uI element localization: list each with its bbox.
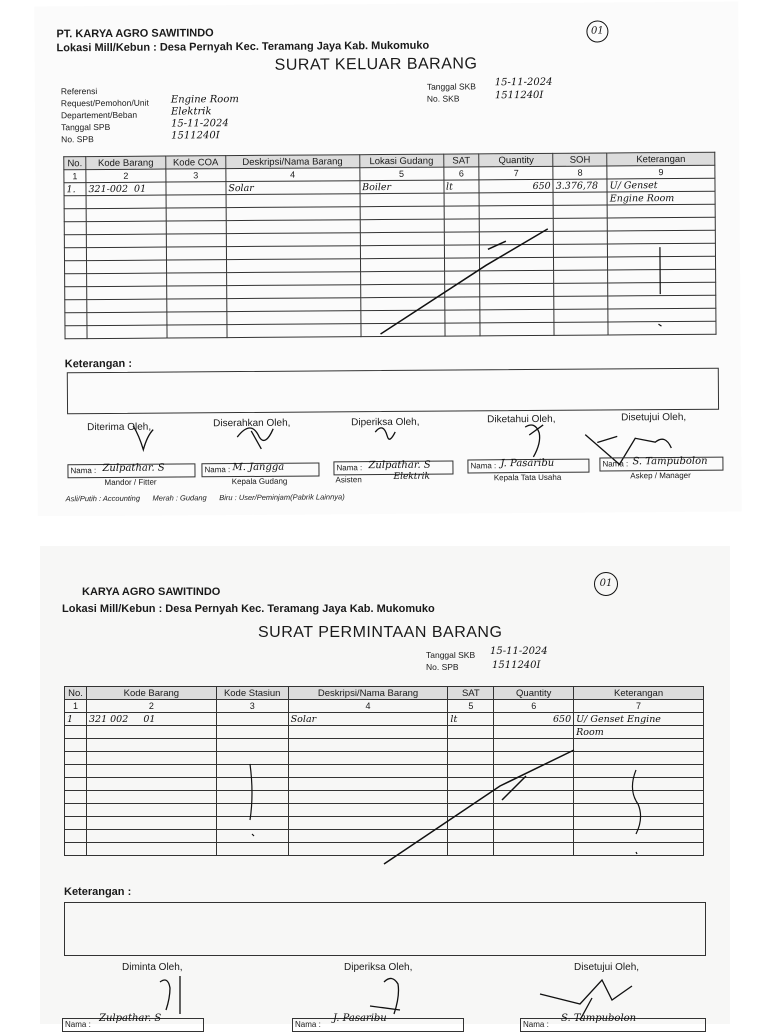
sig-title: Diterima Oleh, xyxy=(87,421,152,434)
sig-name: Zulpathar. S xyxy=(368,459,431,472)
sig-name-box xyxy=(201,462,319,477)
kode-barang-suffix: 01 xyxy=(143,713,156,725)
col-number: 7 xyxy=(479,166,553,180)
sig-role: Kepala Tata Usaha xyxy=(493,472,562,483)
skb-company: PT. KARYA AGRO SAWITINDO xyxy=(56,27,214,41)
value-no-spb: 1511240I xyxy=(171,130,220,142)
sig-name: S. Tampubolon xyxy=(561,1013,637,1024)
value-tanggal-skb: 15-11-2024 xyxy=(494,76,553,89)
name-label: Nama : xyxy=(336,463,363,473)
col-number: 4 xyxy=(288,700,448,713)
col-number: 7 xyxy=(574,700,704,713)
row-deskripsi: Solar xyxy=(288,713,448,726)
sig-name-box xyxy=(599,457,723,472)
spb-document xyxy=(40,546,730,1029)
label-request: Request/Pemohon/Unit xyxy=(60,97,149,109)
col-keterangan: Keterangan xyxy=(574,687,704,700)
kode-barang-code: 321-002 xyxy=(88,183,129,195)
col-kode-barang: Kode Barang xyxy=(86,687,216,700)
sig-name-box xyxy=(62,1013,204,1032)
sig-title: Diserahkan Oleh, xyxy=(213,417,291,430)
spb-label-no-spb: No. SPB xyxy=(426,662,459,672)
row-no: 1 xyxy=(65,713,87,726)
sig-role: Kepala Gudang xyxy=(231,476,288,487)
skb-location: Lokasi Mill/Kebun : Desa Pernyah Kec. Teramang Jaya Kab. Mukomuko xyxy=(56,39,430,55)
value-request: Engine Room xyxy=(170,94,239,106)
label-no-skb: No. SKB xyxy=(426,93,460,104)
row-soh: 3.376,78 xyxy=(553,179,607,192)
spb-title: SURAT PERMINTAAN BARANG xyxy=(258,624,503,641)
name-label: Nama : xyxy=(70,466,97,476)
sig-role: Asisten xyxy=(335,475,362,485)
spb-location: Lokasi Mill/Kebun : Desa Pernyah Kec. Teramang Jaya Kab. Mukomuko xyxy=(62,603,435,615)
sig-role-hand: Elektrik xyxy=(393,471,431,482)
col-number: 9 xyxy=(607,165,715,179)
sig-name: Zulpathar. S xyxy=(99,1013,162,1024)
signature-scribbles xyxy=(40,546,730,1024)
col-number: 4 xyxy=(226,168,360,182)
label-departemen: Departement/Beban xyxy=(60,109,138,121)
sig-name: M. Jangga xyxy=(232,461,285,474)
row-sat: lt xyxy=(443,180,479,193)
col-number: 1 xyxy=(65,700,87,713)
col-kode-coa: Kode COA xyxy=(166,156,226,169)
label-no-spb: No. SPB xyxy=(61,134,94,145)
sig-title: Diperiksa Oleh, xyxy=(344,962,413,973)
row-lokasi: Boiler xyxy=(360,180,444,194)
skb-keterangan-label: Keterangan : xyxy=(64,357,133,371)
sig-title: Diketahui Oleh, xyxy=(487,413,556,426)
name-label: Nama : xyxy=(602,459,629,469)
name-label: Nama : xyxy=(65,1020,91,1029)
col-number: 3 xyxy=(216,700,288,713)
col-no: No. xyxy=(65,687,87,700)
row-quantity: 650 xyxy=(494,713,574,726)
spb-value-tanggal-skb: 15-11-2024 xyxy=(490,646,548,657)
col-quantity: Quantity xyxy=(479,153,553,167)
col-number: 6 xyxy=(443,167,479,180)
col-number: 6 xyxy=(494,700,574,713)
col-number: 5 xyxy=(359,167,443,181)
col-sat: SAT xyxy=(443,154,479,167)
col-keterangan: Keterangan xyxy=(607,152,715,166)
col-sat: SAT xyxy=(448,687,494,700)
col-number: 3 xyxy=(166,169,226,182)
name-label: Nama : xyxy=(295,1020,321,1029)
row-quantity: 650 xyxy=(479,179,553,193)
row-keterangan-2: Room xyxy=(574,726,704,739)
signature-scribbles xyxy=(34,2,742,517)
value-tanggal-spb: 15-11-2024 xyxy=(171,118,229,130)
col-lokasi: Lokasi Gudang xyxy=(359,154,443,168)
col-soh: SOH xyxy=(553,153,607,166)
sig-name-box xyxy=(520,1013,706,1032)
col-number: 2 xyxy=(86,169,166,183)
name-label: Nama : xyxy=(204,465,231,475)
skb-document xyxy=(34,2,742,517)
sig-name-box xyxy=(467,459,589,474)
col-kode-stasiun: Kode Stasiun xyxy=(216,687,288,700)
spb-keterangan-label: Keterangan : xyxy=(64,886,132,898)
skb-title: SURAT KELUAR BARANG xyxy=(274,55,478,74)
col-number: 1 xyxy=(64,170,86,183)
page-gap xyxy=(0,516,768,546)
sig-name: S. Tampubolon xyxy=(632,455,708,468)
row-keterangan: U/ Genset xyxy=(607,178,715,192)
label-tanggal-skb: Tanggal SKB xyxy=(426,81,476,92)
row-deskripsi: Solar xyxy=(226,181,360,195)
col-kode-barang: Kode Barang xyxy=(86,156,166,170)
sig-role: Askep / Manager xyxy=(630,470,691,481)
skb-footer: Asli/Putih : Accounting Merah : Gudang Biru : User/Peminjam(Pabrik Lainnya) xyxy=(65,492,345,504)
sig-title: Diminta Oleh, xyxy=(122,962,183,973)
value-no-skb: 1511240I xyxy=(494,89,544,102)
sig-title: Disetujui Oleh, xyxy=(621,411,687,424)
col-deskripsi: Deskripsi/Nama Barang xyxy=(288,687,448,700)
sig-title: Disetujui Oleh, xyxy=(574,962,640,973)
row-keterangan-2: Engine Room xyxy=(607,191,715,205)
name-label: Nama : xyxy=(523,1020,549,1029)
skb-page-mark: 01 xyxy=(586,20,608,42)
spb-page-mark: 01 xyxy=(594,572,618,596)
sig-name: J. Pasaribu xyxy=(500,457,555,470)
sig-name-box xyxy=(292,1013,464,1032)
name-label: Nama : xyxy=(470,461,497,471)
row-sat: lt xyxy=(448,713,494,726)
row-no: 1. xyxy=(64,183,86,196)
row-keterangan: U/ Genset Engine xyxy=(574,713,704,726)
spb-label-tanggal-skb: Tanggal SKB xyxy=(426,650,476,660)
sig-title: Diperiksa Oleh, xyxy=(351,416,420,429)
sig-name: J. Pasaribu xyxy=(333,1013,387,1024)
spb-value-no-spb: 1511240I xyxy=(492,660,541,671)
label-tanggal-spb: Tanggal SPB xyxy=(61,121,111,133)
label-referensi: Referensi xyxy=(60,86,98,97)
kode-barang-code: 321 002 xyxy=(88,713,129,725)
col-deskripsi: Deskripsi/Nama Barang xyxy=(226,155,360,169)
value-departemen: Elektrik xyxy=(170,106,212,118)
sig-name-box xyxy=(67,463,195,478)
col-no: No. xyxy=(64,157,86,170)
sig-name: Zulpathar. S xyxy=(102,462,165,474)
sig-role: Mandor / Fitter xyxy=(104,477,157,487)
col-quantity: Quantity xyxy=(494,687,574,700)
col-number: 2 xyxy=(86,700,216,713)
spb-company: KARYA AGRO SAWITINDO xyxy=(82,586,221,598)
col-number: 5 xyxy=(448,700,494,713)
kode-barang-suffix: 01 xyxy=(133,183,147,195)
col-number: 8 xyxy=(553,166,607,179)
